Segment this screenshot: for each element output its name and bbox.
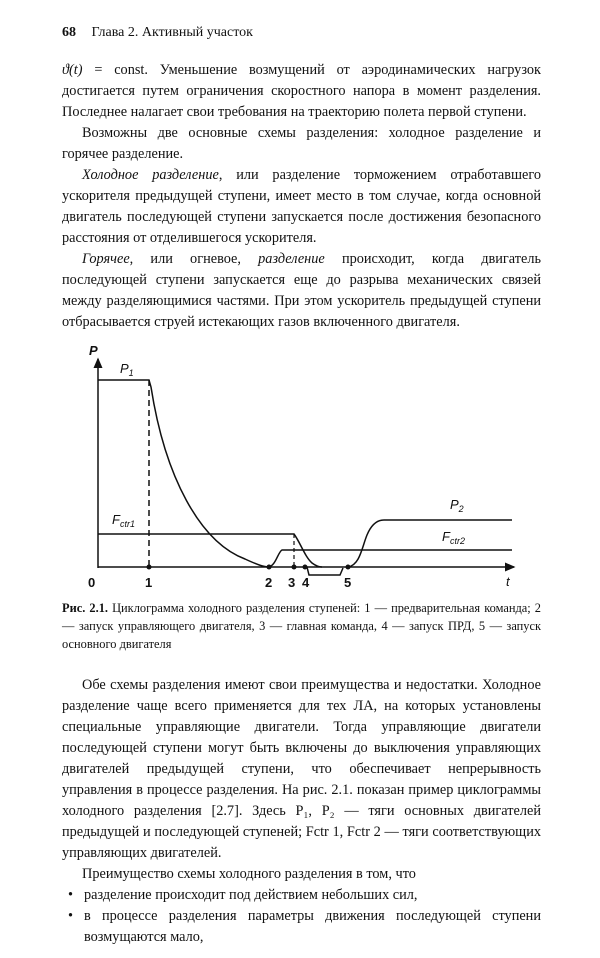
figure-caption (62, 599, 541, 653)
label-p2: $P_2$ (450, 497, 464, 514)
prd-dip (307, 567, 343, 575)
label-fctr1: $F_{ctr1}$ (112, 512, 135, 529)
caption-text: Циклограмма холодного разделения ступеней: 1 — предварительная команда; 2 — запуск управляющего двигателя, 3 — главная команда, 4 — запуск ПРД, 5 — запуск основного двигателя (62, 601, 541, 651)
y-axis-label: P (89, 343, 98, 358)
theta-expr: ϑ(t) (62, 62, 83, 78)
label-p1: $P_1$ (120, 361, 134, 378)
paragraph-text: происходит, когда двигатель последующей ступени запускается еще до разрыва механических связей между разделяющимися частями. При этом ускоритель предыдущей ступени отбрасывается струей истекающих газов включенного двигателя. (62, 251, 541, 330)
tick-1: 1 (145, 575, 153, 590)
bottom-text (62, 675, 541, 948)
paragraph (62, 165, 541, 249)
caption-label: Рис. 2.1. (62, 601, 108, 615)
cyclogram-figure (0, 339, 600, 595)
fctr2-curve (269, 550, 512, 567)
term: разделение (258, 251, 325, 267)
paragraph: Возможны две основные схемы разделения: холодное разделение и горячее разделение. (62, 125, 541, 162)
paragraph-text: = const. Уменьшение возмущений от аэродинамических нагрузок достигается путем ограничения скоростного напора в момент разделения. Последнее налагает свои требования на траекторию полета первой ступени. (62, 62, 541, 120)
label-fctr2: $F_{ctr2}$ (442, 529, 465, 546)
paragraph-text: , или разделение торможением отработавшего ускорителя предыдущей ступени, имеет место в том случае, когда основной двигатель последующей ступени запускается после достижения безопасного расстояния от отделившегося ускорителя. (62, 167, 541, 246)
top-text (62, 60, 541, 333)
tick-0: 0 (88, 575, 96, 590)
p2-curve (348, 520, 512, 567)
paragraph-text: , или огневое, (129, 251, 259, 267)
term: Горячее (82, 251, 130, 267)
paragraph: Обе схемы разделения имеют свои преимущества и недостатки. Холодное разделение чаще всего применяется для тех ЛА, на которых установлены специальные управляющие двигатели. Тогда управляющие двигатели последующей ступени могут быть включены до выключения управляющих двигателей предыдущей ступени, что обеспечивает непрерывность управления в процессе разделения. На рис. 2.1. показан пример циклограммы холодного разделения [2.7]. Здесь P₁, P₂ — тяги основных двигателей предыдущей и последующей ступеней; Fctr 1, Fctr 2 — тяги соответствующих управляющих двигателей. (62, 677, 541, 861)
tick-4: 4 (302, 575, 310, 590)
page-header (62, 24, 541, 42)
term: Холодное разделение (82, 167, 219, 183)
page-number: 68 (62, 25, 76, 40)
paragraph (62, 249, 541, 333)
p1-curve (98, 380, 269, 567)
chapter-title: Глава 2. Активный участок (91, 25, 253, 40)
tick-2: 2 (265, 575, 273, 590)
list-item: • разделение происходит под действием небольших сил, (62, 885, 541, 906)
list-item: • в процессе разделения параметры движения последующей ступени возмущаются мало, (62, 906, 541, 948)
paragraph: Преимущество схемы холодного разделения в том, что (82, 866, 416, 882)
tick-3: 3 (288, 575, 296, 590)
x-axis-label: t (506, 574, 510, 589)
bullet-list (62, 885, 541, 948)
tick-5: 5 (344, 575, 352, 590)
paragraph (62, 60, 541, 123)
